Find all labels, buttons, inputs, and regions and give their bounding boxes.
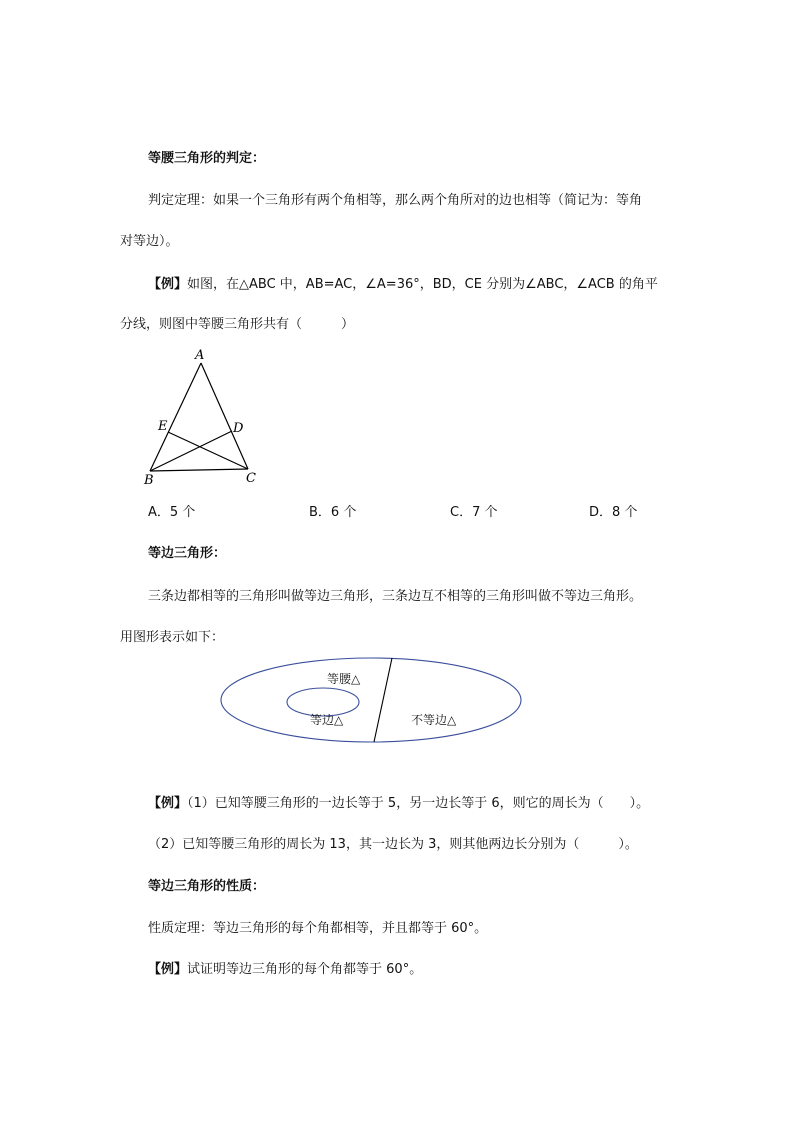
label-e: E <box>158 419 168 434</box>
equilateral-definition: 三条边都相等的三角形叫做等边三角形，三条边互不相等的三角形叫做不等边三角形。 <box>148 589 643 604</box>
option-a: A．5 个 <box>148 505 196 520</box>
side-bc <box>150 469 248 471</box>
option-b: B．6 个 <box>309 505 357 520</box>
option-c: C．7 个 <box>450 505 498 520</box>
divider-line <box>374 658 392 742</box>
example-tag: 【例】 <box>148 277 188 292</box>
heading-isosceles-determination: 等腰三角形的判定： <box>148 151 266 166</box>
venn-label-equilateral: 等边△ <box>310 713 344 727</box>
label-d: D <box>233 421 244 436</box>
outer-ellipse <box>221 658 521 742</box>
example1-line-2: 分线，则图中等腰三角形共有（ ） <box>120 317 355 332</box>
heading-equilateral-properties: 等边三角形的性质： <box>148 879 266 894</box>
theorem-line-2: 对等边）。 <box>120 234 179 249</box>
example2-question-2: （2）已知等腰三角形的周长为 13，其一边长为 3，则其他两边长分别为（ ）。 <box>148 837 638 852</box>
triangle-classification-diagram <box>218 655 528 747</box>
example-tag: 【例】 <box>148 796 188 811</box>
venn-label-scalene: 不等边△ <box>411 713 457 727</box>
example3 <box>148 962 422 978</box>
label-c: C <box>246 471 256 486</box>
label-a: A <box>195 348 205 363</box>
venn-label-isosceles: 等腰△ <box>327 672 361 686</box>
example2-q1-text: （1）已知等腰三角形的一边长等于 5，另一边长等于 6，则它的周长为（ ）。 <box>187 796 650 811</box>
example2-question-1 <box>148 796 649 812</box>
theorem-line-1: 判定定理：如果一个三角形有两个角相等，那么两个角所对的边也相等（简记为：等角 <box>148 193 643 208</box>
example1-text: 如图，在△ABC 中，AB=AC，∠A=36°，BD，CE 分别为∠ABC，∠ACB 的角平 <box>187 277 658 292</box>
example-tag: 【例】 <box>148 962 188 977</box>
example1-line-1 <box>148 277 658 293</box>
side-ac <box>201 363 248 469</box>
property-theorem: 性质定理：等边三角形的每个角都相等，并且都等于 60°。 <box>148 921 488 936</box>
heading-equilateral: 等边三角形： <box>148 546 227 561</box>
example3-text: 试证明等边三角形的每个角都等于 60°。 <box>187 962 423 977</box>
bisector-ce <box>168 432 248 469</box>
label-b: B <box>144 473 154 488</box>
side-ab <box>150 363 201 471</box>
bisector-bd <box>150 431 232 471</box>
triangle-figure <box>136 344 276 492</box>
diagram-intro: 用图形表示如下： <box>120 630 225 645</box>
option-d: D．8 个 <box>589 505 638 520</box>
